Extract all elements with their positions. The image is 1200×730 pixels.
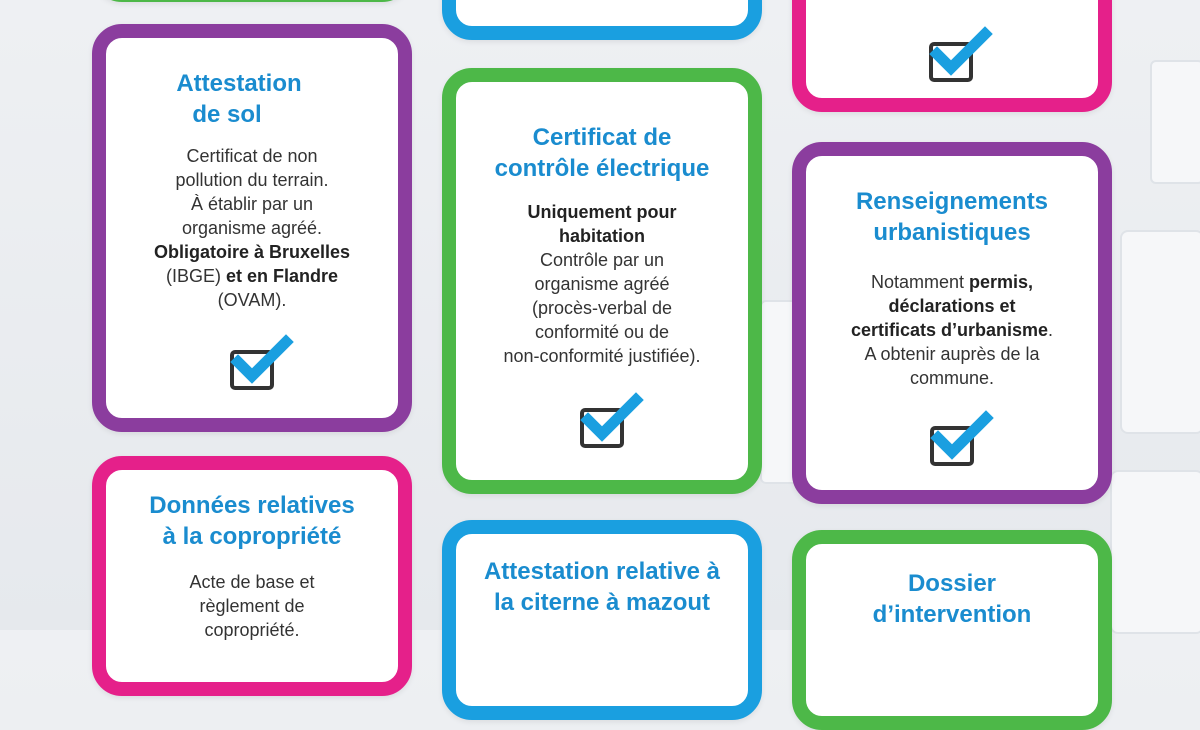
card-emphasis: permis, — [969, 272, 1034, 292]
card-title: à la copropriété — [162, 523, 342, 550]
card-text: Notamment — [870, 272, 964, 292]
background-house-2 — [1120, 230, 1200, 434]
card-emphasis: habitation — [559, 226, 645, 246]
card-description: organisme agréé. — [181, 218, 323, 238]
card-description: non-conformité justifiée). — [503, 346, 701, 366]
card-title: d’intervention — [872, 601, 1032, 628]
card-emphasis: déclarations et — [888, 296, 1016, 316]
card-description — [806, 270, 1098, 294]
card-donnees-copropriete — [92, 456, 412, 696]
card-description: (procès-verbal de — [531, 298, 673, 318]
checkbox-checked-icon — [224, 332, 296, 396]
card-description — [456, 224, 748, 248]
background-house-3 — [1110, 470, 1200, 634]
card-description: conformité ou de — [534, 322, 670, 342]
card-text: (IBGE) — [165, 266, 221, 286]
card-top-middle-partial — [442, 0, 762, 40]
card-top-left-partial — [92, 0, 412, 2]
card-title: contrôle électrique — [494, 155, 710, 182]
card-description: copropriété. — [204, 620, 300, 640]
card-renseignements-urbanistiques — [792, 142, 1112, 504]
checkbox-checked-icon — [924, 408, 996, 472]
card-description — [106, 240, 398, 264]
card-title: Renseignements — [855, 188, 1049, 215]
card-description: A obtenir auprès de la — [864, 344, 1040, 364]
card-description — [806, 294, 1098, 318]
card-description: Contrôle par un — [539, 250, 665, 270]
card-emphasis: Obligatoire à Bruxelles — [153, 242, 351, 262]
card-title: urbanistiques — [873, 219, 1031, 246]
card-emphasis: certificats d’urbanisme — [850, 320, 1049, 340]
card-title: Dossier — [907, 570, 997, 597]
card-description: organisme agréé — [534, 274, 670, 294]
card-certificat-controle-electrique — [442, 68, 762, 494]
card-top-right-partial — [792, 0, 1112, 112]
card-description: Certificat de non — [186, 146, 318, 166]
card-title: Données relatives — [149, 492, 355, 519]
card-description: commune. — [909, 368, 995, 388]
card-emphasis: Uniquement pour — [527, 202, 677, 222]
card-title: Attestation — [176, 70, 302, 97]
card-description — [456, 200, 748, 224]
card-description: règlement de — [199, 596, 305, 616]
card-attestation-citerne-mazout — [442, 520, 762, 720]
card-title: de sol — [192, 101, 262, 128]
card-emphasis: et en Flandre — [226, 266, 339, 286]
card-dossier-intervention — [792, 530, 1112, 730]
card-description: (OVAM). — [217, 290, 287, 310]
card-description — [806, 318, 1098, 342]
card-title: Attestation relative à — [483, 558, 721, 585]
checkbox-checked-icon — [574, 390, 646, 454]
card-title: Certificat de — [532, 124, 672, 151]
background-house-1 — [1150, 60, 1200, 184]
card-description: À établir par un — [190, 194, 314, 214]
card-attestation-de-sol — [92, 24, 412, 432]
card-description: Acte de base et — [189, 572, 315, 592]
card-description: pollution du terrain. — [175, 170, 329, 190]
checkbox-checked-icon — [923, 24, 995, 88]
card-text: . — [1048, 320, 1054, 340]
card-title: la citerne à mazout — [493, 589, 711, 616]
card-description — [106, 264, 398, 288]
